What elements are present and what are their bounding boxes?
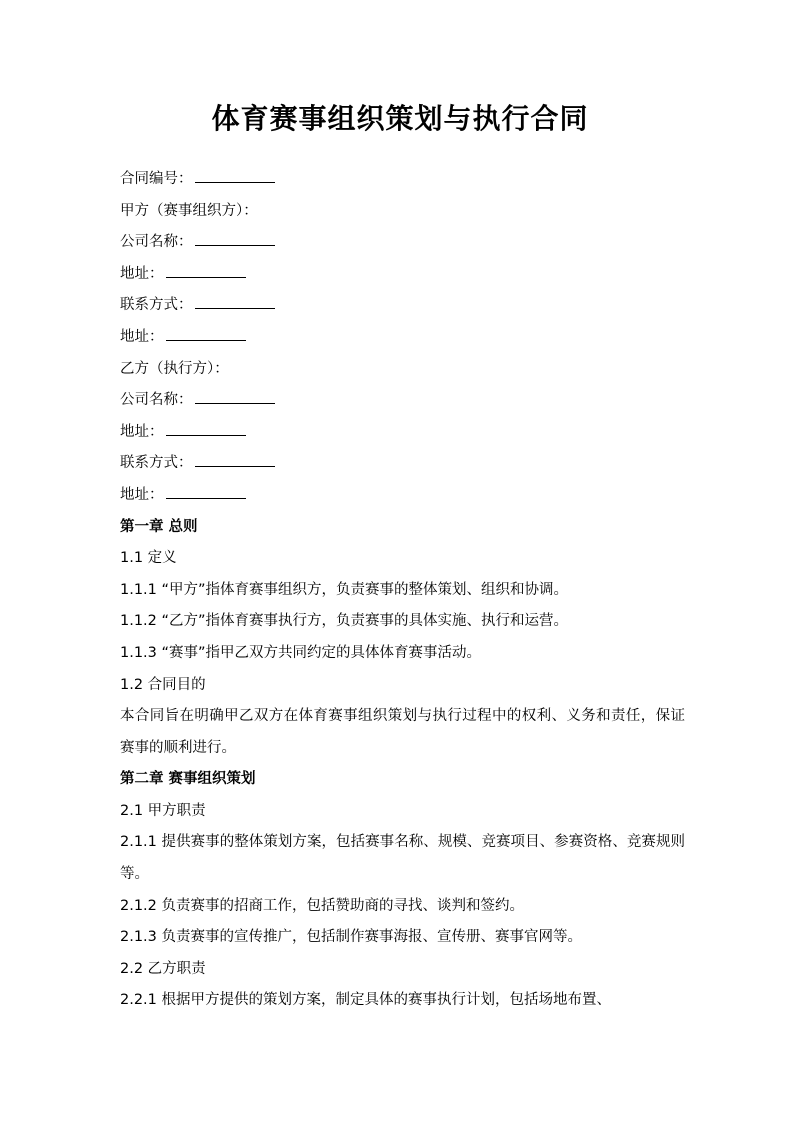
- contract-number-label: 合同编号：: [120, 171, 193, 187]
- section-1-2-heading: 1.2 合同目的: [120, 676, 206, 693]
- section-1-1-heading: 1.1 定义: [120, 550, 177, 567]
- clause-1-1-2: 1.1.2 “乙方”指体育赛事执行方，负责赛事的具体实施、执行和运营。: [120, 613, 569, 630]
- party-b-heading: 乙方（执行方）：: [120, 360, 229, 377]
- party-b-company-label: 公司名称：: [120, 392, 193, 409]
- section-2-2-heading: 2.2 乙方职责: [120, 960, 206, 977]
- party-b-address-label: 地址：: [120, 423, 164, 440]
- party-a-heading: 甲方（赛事组织方）：: [120, 202, 258, 219]
- party-a-address-blank: [166, 260, 246, 278]
- party-b-address2-row: [120, 480, 685, 512]
- chapter-2-heading: 第二章 赛事组织策划: [120, 771, 256, 788]
- party-a-address2-label: 地址：: [120, 328, 164, 345]
- party-b-address2-label: 地址：: [120, 486, 164, 503]
- party-a-address-row: [120, 259, 685, 291]
- party-b-contact-row: [120, 448, 685, 480]
- clause-1-1-1: 1.1.1 “甲方”指体育赛事组织方，负责赛事的整体策划、组织和协调。: [120, 581, 569, 598]
- chapter-1-heading: 第一章 总则: [120, 518, 198, 535]
- party-a-contact-blank: [195, 291, 275, 309]
- section-1-2-paragraph: 本合同旨在明确甲乙双方在体育赛事组织策划与执行过程中的权利、义务和责任，保证赛事的顺利进行。: [120, 708, 685, 756]
- contract-number-blank: [195, 165, 275, 183]
- clause-2-1-2: 2.1.2 负责赛事的招商工作，包括赞助商的寻找、谈判和签约。: [120, 897, 525, 914]
- party-a-address-label: 地址：: [120, 265, 164, 282]
- contract-number-row: [120, 164, 685, 196]
- clause-2-1-3: 2.1.3 负责赛事的宣传推广，包括制作赛事海报、宣传册、赛事官网等。: [120, 929, 583, 946]
- party-a-address2-blank: [166, 323, 246, 341]
- party-b-contact-label: 联系方式：: [120, 455, 193, 472]
- party-a-contact-label: 联系方式：: [120, 297, 193, 314]
- party-a-address2-row: [120, 322, 685, 354]
- party-b-contact-blank: [195, 449, 275, 467]
- party-b-address-row: [120, 417, 685, 449]
- contract-body: [120, 164, 685, 1017]
- party-a-company-label: 公司名称：: [120, 234, 193, 251]
- party-a-company-row: [120, 227, 685, 259]
- clause-2-1-1: 2.1.1 提供赛事的整体策划方案，包括赛事名称、规模、竞赛项目、参赛资格、竞赛规则等。: [120, 834, 685, 883]
- party-b-company-blank: [195, 386, 275, 404]
- contract-title: 体育赛事组织策划与执行合同: [211, 102, 589, 135]
- clause-1-1-3: 1.1.3 “赛事”指甲乙双方共同约定的具体体育赛事活动。: [120, 644, 482, 661]
- party-a-contact-row: [120, 290, 685, 322]
- party-b-address-blank: [166, 418, 246, 436]
- section-2-1-heading: 2.1 甲方职责: [120, 802, 206, 819]
- party-a-company-blank: [195, 228, 275, 246]
- party-b-address2-blank: [166, 481, 246, 499]
- clause-2-2-1: 2.2.1 根据甲方提供的策划方案，制定具体的赛事执行计划，包括场地布置、: [120, 992, 612, 1009]
- party-b-company-row: [120, 385, 685, 417]
